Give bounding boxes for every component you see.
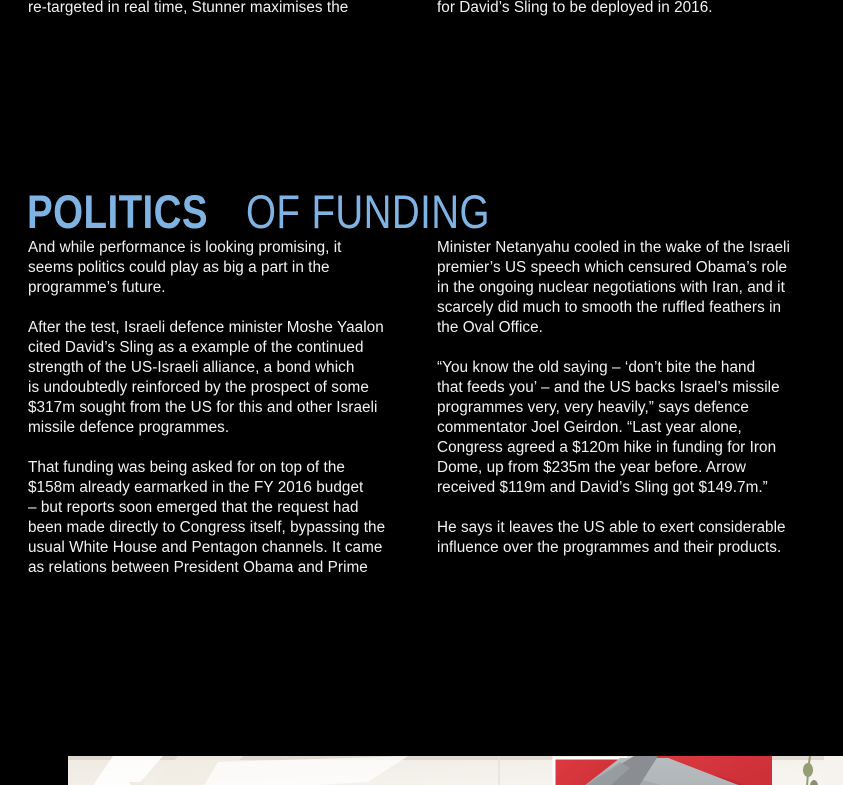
paragraph-line: as relations between President Obama and Prime [28, 559, 368, 576]
paragraph-line: influence over the programmes and their products. [437, 539, 782, 556]
paragraph [28, 238, 424, 298]
continued-left-column [28, 0, 422, 18]
paragraph [437, 358, 817, 498]
paragraph-line: And while performance is looking promising, it [28, 239, 342, 256]
paragraph-line: in the ongoing nuclear negotiations with Iran, and it [437, 279, 785, 296]
paragraph-line: that feeds you’ – and the US backs Israel’s missile [437, 379, 780, 396]
article-right-column [437, 238, 817, 558]
paragraph [437, 518, 817, 558]
paragraph-line: scarcely did much to smooth the ruffled feathers in [437, 299, 782, 316]
paragraph-line: programme’s future. [28, 279, 166, 296]
article-photo-illustration [68, 756, 843, 785]
paragraph-line: commentator Joel Geirdon. “Last year alone, [437, 419, 742, 436]
paragraph-line: That funding was being asked for on top of the [28, 459, 345, 476]
paragraph-line: – but reports soon emerged that the request had [28, 499, 359, 516]
paragraph-line: the Oval Office. [437, 319, 543, 336]
paragraph-line: $158m already earmarked in the FY 2016 budget [28, 479, 364, 496]
paragraph-line: “You know the old saying – ‘don’t bite the hand [437, 359, 756, 376]
paragraph-line: After the test, Israeli defence minister Moshe Yaalon [28, 319, 384, 336]
paragraph-line: strength of the US-Israeli alliance, a bond which [28, 359, 355, 376]
continued-right-column [437, 0, 815, 18]
paragraph-line: missile defence programmes. [28, 419, 230, 436]
paragraph-line: $317m sought from the US for this and other Israeli [28, 399, 378, 416]
paragraph-line: cited David’s Sling as a example of the continued [28, 339, 364, 356]
paragraph [28, 458, 424, 578]
paragraph-line: Dome, up from $235m the year before. Arrow [437, 459, 747, 476]
paragraph-line: is undoubtedly reinforced by the prospect of some [28, 379, 369, 396]
paragraph-line: usual White House and Pentagon channels. It came [28, 539, 383, 556]
paragraph-line: seems politics could play as big a part in the [28, 259, 330, 276]
article-left-column [28, 238, 424, 578]
paragraph-line: Minister Netanyahu cooled in the wake of the Israeli [437, 239, 790, 256]
article-photo [68, 756, 843, 785]
section-heading [27, 184, 543, 238]
paragraph-line: been made directly to Congress itself, bypassing the [28, 519, 386, 536]
section-heading-strong: POLITICS [27, 184, 209, 238]
paragraph-line: Congress agreed a $120m hike in funding for Iron [437, 439, 777, 456]
continued-right-line: for David’s Sling to be deployed in 2016. [437, 0, 713, 16]
paragraph [437, 238, 817, 338]
paragraph-line: programmes very, very heavily,” says defence [437, 399, 749, 416]
paragraph-line: He says it leaves the US able to exert considerable [437, 519, 786, 536]
paragraph-line: received $119m and David’s Sling got $149.7m.” [437, 479, 768, 496]
continued-text-row [0, 0, 843, 26]
section-heading-light: OF FUNDING [245, 184, 490, 238]
paragraph [28, 318, 424, 438]
continued-left-line: re-targeted in real time, Stunner maximises the [28, 0, 349, 16]
paragraph-line: premier’s US speech which censured Obama’s role [437, 259, 788, 276]
